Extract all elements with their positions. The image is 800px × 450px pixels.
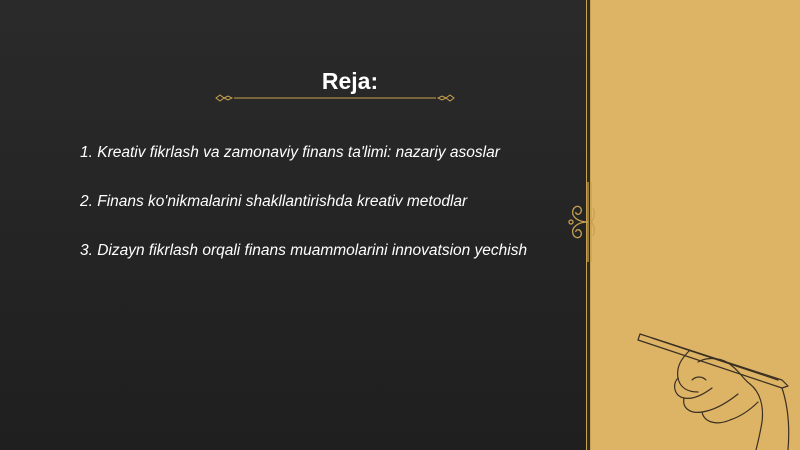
hand-holding-pen-icon xyxy=(632,322,800,450)
slide-title: Reja: xyxy=(321,68,379,94)
gold-flourish-icon xyxy=(567,182,597,262)
agenda-item: 3. Dizayn fikrlash orqali finans muammolarini innovatsion yechish xyxy=(80,242,528,259)
ornamental-divider-icon xyxy=(214,91,456,105)
agenda-item: 2. Finans ko'nikmalarini shakllantirishda kreativ metodlar xyxy=(80,193,468,210)
agenda-item: 1. Kreativ fikrlash va zamonaviy finans ta'limi: nazariy asoslar xyxy=(80,144,500,161)
agenda-list xyxy=(80,143,527,290)
